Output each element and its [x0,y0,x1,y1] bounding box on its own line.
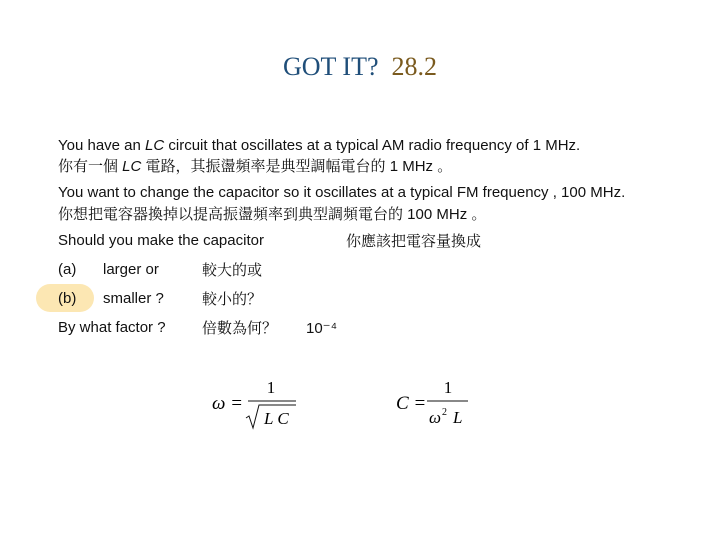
factor-question-english: By what factor ? [58,319,166,336]
option-b-english: smaller ? [103,290,164,307]
p1-en-part-b: circuit that oscillates at a typical AM radio frequency of 1 MHz. [164,137,581,154]
p1-zh-part-a: 你有一個 [58,158,123,175]
cap-formula-omega: ω [429,408,442,427]
paragraph-1-english [58,137,580,155]
question-english: Should you make the capacitor [58,232,264,249]
paragraph-1-chinese [58,158,452,176]
p1-en-lc: LC [145,137,165,154]
option-b-letter: (b) [58,290,77,307]
factor-answer: 10⁻⁴ [306,320,338,337]
option-a-english: larger or [103,261,159,278]
p1-en-part-a: You have an [58,137,146,154]
question-chinese: 你應該把電容量換成 [346,233,482,250]
cap-formula-exponent: 2 [442,407,447,418]
paragraph-2-english: You want to change the capacitor so it oscillates at a typical FM frequency , 100 MHz. [58,184,626,201]
omega-formula-numerator: 1 [266,378,276,397]
capacitance-formula [396,376,476,436]
cap-formula-lhs: C = [396,393,427,414]
title-main: GOT IT? [282,52,379,81]
p1-zh-part-b: 電路，其振盪頻率是典型調幅電台的 1 MHz 。 [141,158,453,175]
omega-formula-lhs: ω = [212,393,243,414]
factor-question-chinese: 倍數為何？ [202,320,278,337]
page-title [0,52,720,82]
option-a-chinese: 較大的或 [202,262,263,279]
cap-formula-numerator: 1 [443,378,453,397]
omega-formula [212,376,302,436]
title-number: 28.2 [391,52,438,81]
option-a-letter: (a) [58,261,77,278]
paragraph-2-chinese: 你想把電容器換掉以提高振盪頻率到典型調頻電台的 100 MHz 。 [58,206,487,223]
p1-zh-lc: LC [122,158,142,175]
omega-formula-denominator: L C [264,409,289,428]
cap-formula-l: L [453,408,463,427]
option-b-chinese: 較小的？ [202,291,263,308]
